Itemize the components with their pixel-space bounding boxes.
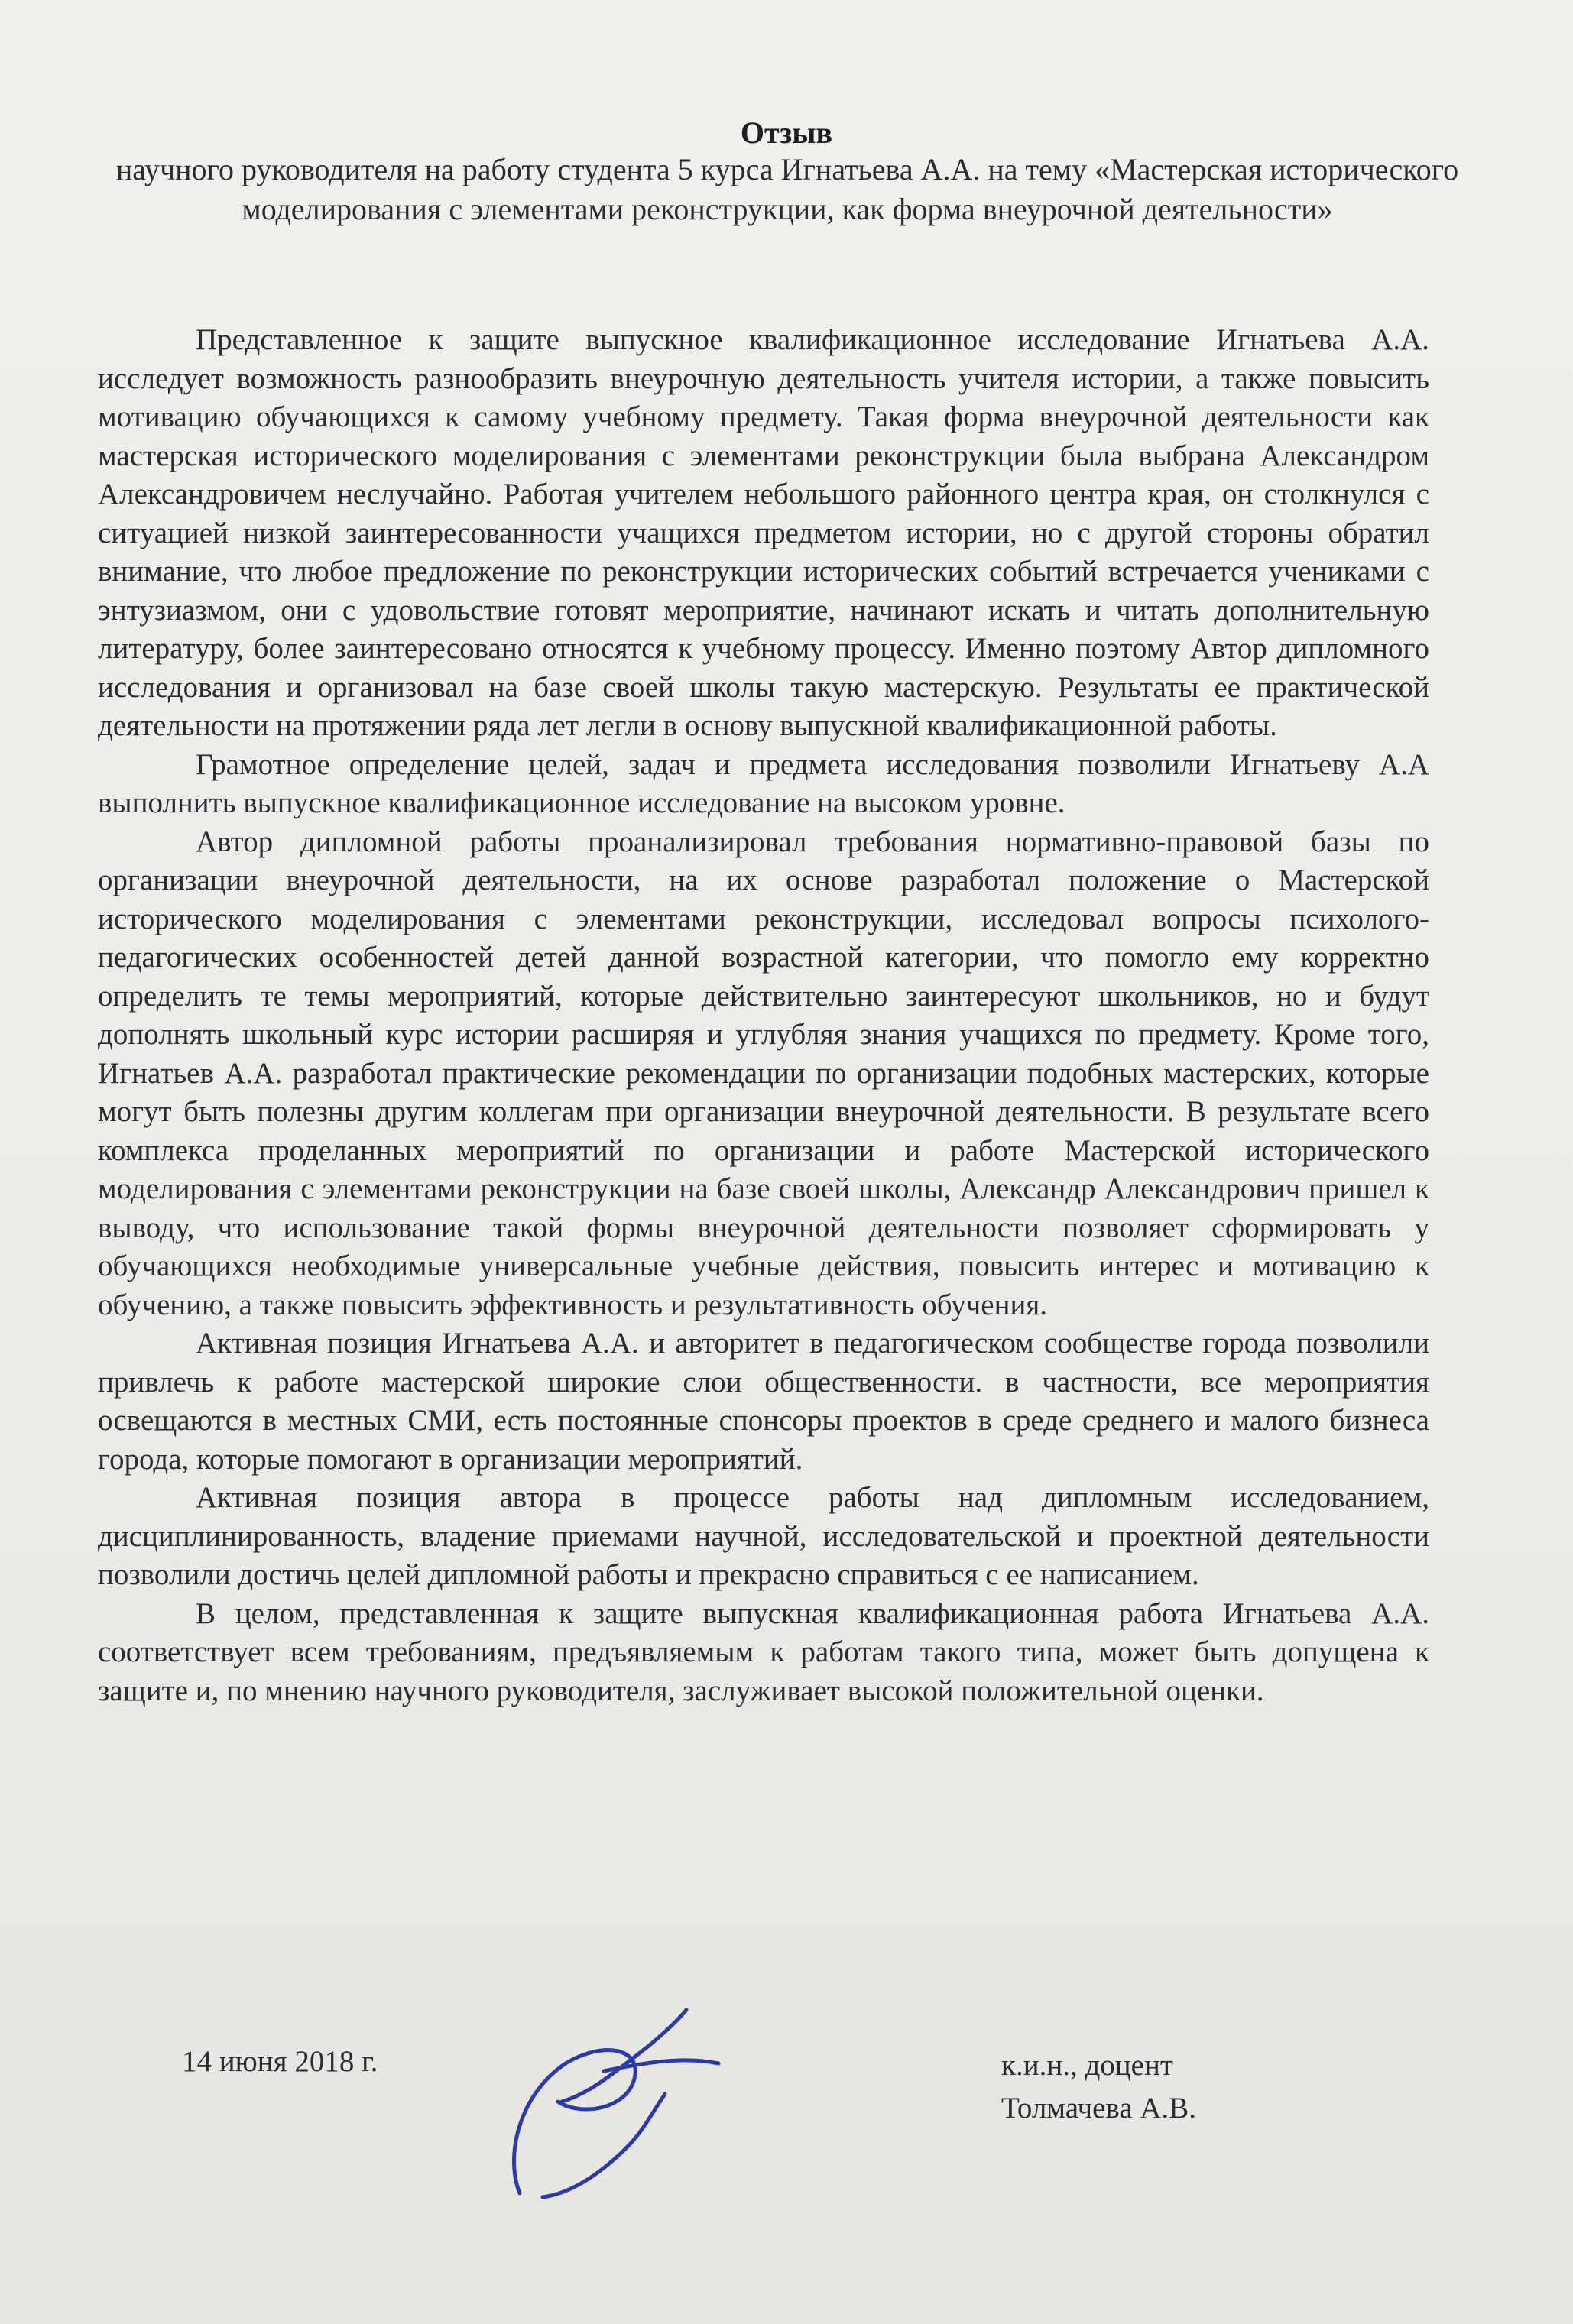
paragraph: Представленное к защите выпускное квалификационное исследование Игнатьева А.А. исследует возможность разнообразить внеурочную деятельность учителя истории, а также повысить мотивацию обучающихся к самому учебному предмету. Такая форма внеурочной деятельности как мастерская исторического моделирования с элементами реконструкции была выбрана Александром Александровичем неслучайно. Работая учителем небольшого районного центра края, он столкнулся с ситуацией низкой заинтересованности учащихся предметом истории, но с другой стороны обратил внимание, что любое предложение по реконструкции исторических событий встречается учениками с энтузиазмом, они с удовольствие готовят мероприятие, начинают искать и читать дополнительную литературу, более заинтересовано относятся к учебному процессу. Именно поэтому Автор дипломного исследования и организовал на базе своей школы такую мастерскую. Результаты ее практической деятельности на протяжении ряда лет легли в основу выпускной квалификационной работы. xyxy=(98,323,1429,742)
signer-name: Толмачева А.В. xyxy=(1001,2092,1197,2125)
paragraph: Автор дипломной работы проанализировал требования нормативно-правовой базы по организации внеурочной деятельности, на их основе разработал положение о Мастерской исторического моделирования с элементами реконструкции, исследовал вопросы психолого-педагогических особенностей детей данной возрастной категории, что помогло ему корректно определить те темы мероприятий, которые действительно заинтересуют школьников, но и будут дополнять школьный курс истории расширяя и углубляя знания учащихся по предмету. Кроме того, Игнатьев А.А. разработал практические рекомендации по организации подобных мастерских, которые могут быть полезны другим коллегам при организации внеурочной деятельности. В результате всего комплекса проделанных мероприятий по организации и работе Мастерской исторического моделирования с элементами реконструкции на базе своей школы, Александр Александрович пришел к выводу, что использование такой формы внеурочной деятельности позволяет сформировать у обучающихся необходимые универсальные учебные действия, повысить интерес и мотивацию к обучению, а также повысить эффективность и результативность обучения. xyxy=(98,825,1429,1321)
paragraph: Активная позиция Игнатьева А.А. и авторитет в педагогическом сообществе города позволили привлечь к работе мастерской широкие слои общественности. в частности, все мероприятия освещаются в местных СМИ, есть постоянные спонсоры проектов в среде среднего и малого бизнеса города, которые помогают в организации мероприятий. xyxy=(98,1327,1429,1476)
signer-degree: к.и.н., доцент xyxy=(1001,2049,1173,2082)
document-body xyxy=(98,321,1429,1710)
paragraph: Грамотное определение целей, задач и предмета исследования позволили Игнатьеву А.А выполнить выпускное квалификационное исследование на высоком уровне. xyxy=(98,747,1429,819)
document-subtitle: научного руководителя на работу студента 5 курса Игнатьева А.А. на тему «Мастерская исторического моделирования с элементами реконструкции, как форма внеурочной деятельности» xyxy=(115,152,1459,226)
handwritten-signature xyxy=(489,2002,734,2232)
document-title: Отзыв xyxy=(740,115,833,150)
document-date: 14 июня 2018 г. xyxy=(182,2045,378,2078)
paragraph: Активная позиция автора в процессе работы над дипломным исследованием, дисциплинированность, владение приемами научной, исследовательской и проектной деятельности позволили достичь целей дипломной работы и прекрасно справиться с ее написанием. xyxy=(98,1481,1429,1591)
paragraph: В целом, представленная к защите выпускная квалификационная работа Игнатьева А.А. соответствует всем требованиям, предъявляемым к работам такого типа, может быть допущена к защите и, по мнению научного руководителя, заслуживает высокой положительной оценки. xyxy=(98,1596,1429,1707)
signer-block xyxy=(1001,2044,1196,2130)
